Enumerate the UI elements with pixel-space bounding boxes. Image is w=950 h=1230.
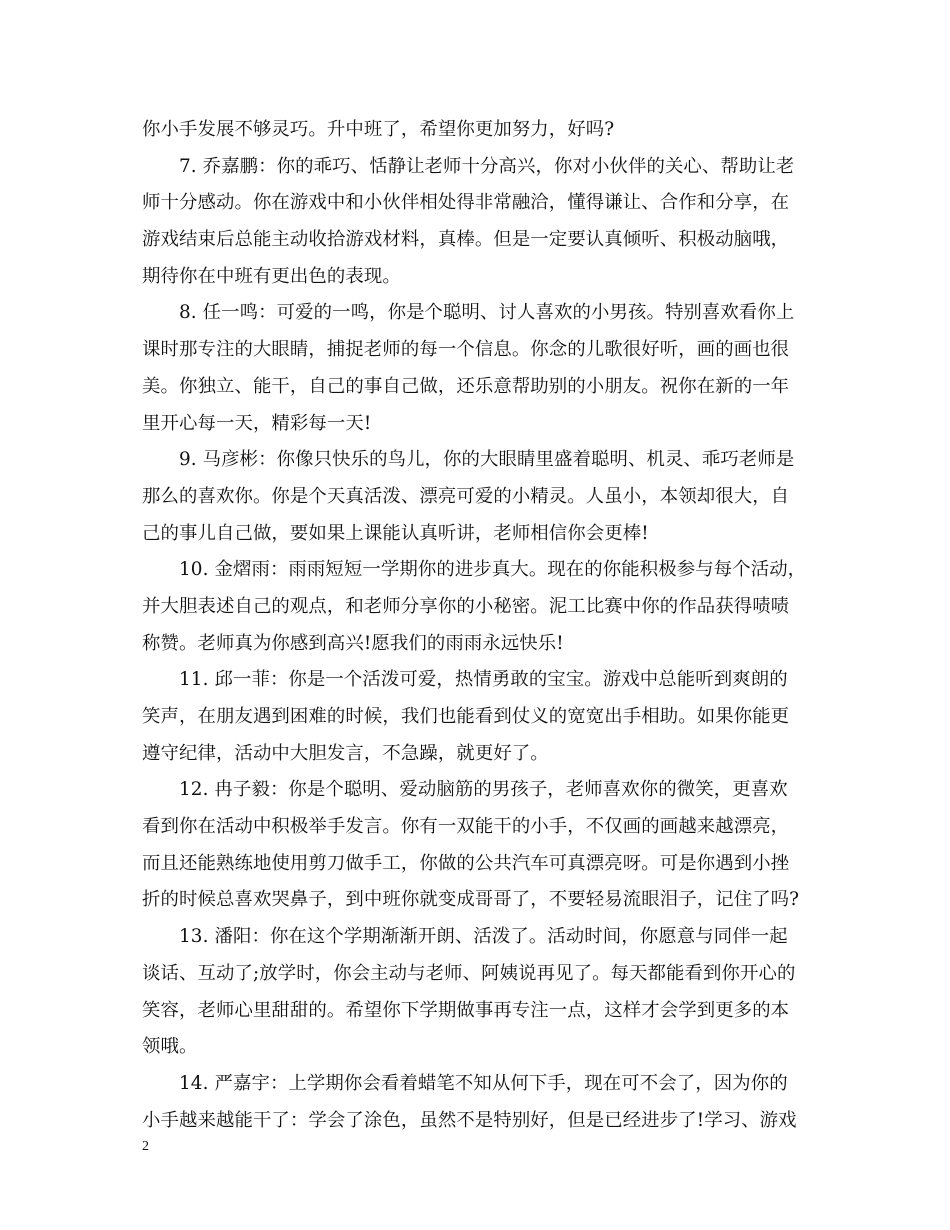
text-line: 遵守纪律，活动中大胆发言，不急躁，就更好了。 — [142, 742, 549, 764]
text-line: 你小手发展不够灵巧。升中班了，希望你更加努力，好吗? — [142, 119, 615, 140]
text-line: 7. 乔嘉鹏：你的乖巧、恬静让老师十分高兴，你对小伙伴的关心、帮助让老 — [142, 155, 795, 177]
text-line: 11. 邱一菲：你是一个活泼可爱，热情勇敢的宝宝。游戏中总能听到爽朗的 — [142, 669, 788, 691]
text-line: 笑容，老师心里甜甜的。希望你下学期做事再专注一点，这样才会学到更多的本 — [142, 999, 790, 1021]
text-line: 谈话、互动了;放学时，你会主动与老师、阿姨说再见了。每天都能看到你开心的 — [142, 962, 796, 984]
text-line: 领哦。 — [142, 1036, 198, 1058]
text-line: 13. 潘阳：你在这个学期渐渐开朗、活泼了。活动时间，你愿意与同伴一起 — [142, 926, 788, 948]
text-line: 并大胆表述自己的观点，和老师分享你的小秘密。泥工比赛中你的作品获得啧啧 — [142, 595, 790, 617]
text-line: 折的时候总喜欢哭鼻子，到中班你就变成哥哥了，不要轻易流眼泪子，记住了吗? — [142, 889, 800, 911]
text-line: 8. 任一鸣：可爱的一鸣，你是个聪明、讨人喜欢的小男孩。特别喜欢看你上 — [142, 302, 795, 324]
text-line: 10. 金熠雨：雨雨短短一学期你的进步真大。现在的你能积极参与每个活动， — [142, 559, 807, 581]
text-line: 9. 马彦彬：你像只快乐的鸟儿，你的大眼睛里盛着聪明、机灵、乖巧老师是 — [142, 449, 795, 471]
page-number: 2 — [142, 1139, 149, 1154]
text-line: 称赞。老师真为你感到高兴!愿我们的雨雨永远快乐! — [142, 632, 564, 654]
text-line: 游戏结束后总能主动收拾游戏材料，真棒。但是一定要认真倾听、积极动脑哦， — [142, 229, 790, 251]
text-line: 笑声，在朋友遇到困难的时候，我们也能看到仗义的宽宽出手相助。如果你能更 — [142, 706, 790, 727]
body-text — [142, 112, 810, 1139]
text-line: 己的事儿自己做，要如果上课能认真听讲，老师相信你会更棒! — [142, 522, 649, 544]
text-line: 而且还能熟练地使用剪刀做手工，你做的公共汽车可真漂亮呀。可是你遇到小挫 — [142, 852, 790, 874]
text-line: 14. 严嘉宇：上学期你会看着蜡笔不知从何下手，现在可不会了，因为你的 — [142, 1072, 788, 1094]
text-line: 美。你独立、能干，自己的事自己做，还乐意帮助别的小朋友。祝你在新的一年 — [142, 375, 790, 397]
text-line: 期待你在中班有更出色的表现。 — [142, 265, 401, 287]
text-line: 课时那专注的大眼睛，捕捉老师的每一个信息。你念的儿歌很好听，画的画也很 — [142, 339, 790, 361]
text-line: 看到你在活动中积极举手发言。你有一双能干的小手，不仅画的画越来越漂亮， — [142, 816, 790, 838]
text-line: 师十分感动。你在游戏中和小伙伴相处得非常融洽，懂得谦让、合作和分享，在 — [142, 192, 790, 214]
text-line: 小手越来越能干了：学会了涂色，虽然不是特别好，但是已经进步了!学习、游戏 — [142, 1109, 797, 1131]
text-line: 那么的喜欢你。你是个天真活泼、漂亮可爱的小精灵。人虽小，本领却很大，自 — [142, 485, 790, 507]
text-line: 里开心每一天，精彩每一天! — [142, 412, 372, 434]
text-line: 12. 冉子毅：你是个聪明、爱动脑筋的男孩子，老师喜欢你的微笑，更喜欢 — [142, 779, 788, 801]
